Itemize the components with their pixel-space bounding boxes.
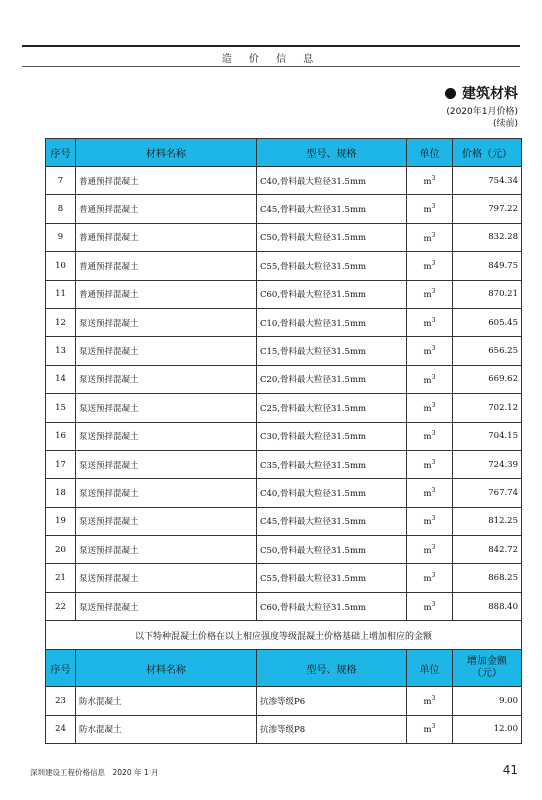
table-row (46, 195, 522, 223)
unit: m (423, 432, 432, 443)
unit-exponent: 3 (431, 174, 436, 182)
row-number: 13 (46, 337, 76, 365)
unit: m (423, 233, 432, 244)
price: 849.75 (453, 252, 522, 280)
unit-exponent: 3 (431, 723, 436, 731)
unit: m (423, 261, 432, 272)
table-row (46, 337, 522, 365)
material-spec: C20,骨料最大粒径31.5mm (257, 365, 407, 393)
row-number: 7 (46, 167, 76, 195)
row-number: 14 (46, 365, 76, 393)
unit-cell (407, 337, 453, 365)
unit-exponent: 3 (431, 231, 436, 239)
unit: m (423, 574, 432, 585)
col-header-spec: 型号、规格 (257, 139, 407, 167)
table-row (46, 479, 522, 507)
unit: m (423, 602, 432, 613)
unit-exponent: 3 (431, 316, 436, 324)
row-number: 17 (46, 450, 76, 478)
price: 870.21 (453, 280, 522, 308)
material-spec: C60,骨料最大粒径31.5mm (257, 280, 407, 308)
unit: m (423, 517, 432, 528)
price: 656.25 (453, 337, 522, 365)
material-name: 泵送预拌混凝土 (76, 592, 257, 620)
table-row (46, 223, 522, 251)
continued-note: (续前) (492, 119, 518, 129)
material-name: 泵送预拌混凝土 (76, 536, 257, 564)
unit-exponent: 3 (431, 572, 436, 580)
unit-cell (407, 564, 453, 592)
unit-exponent: 3 (431, 515, 436, 523)
price: 842.72 (453, 536, 522, 564)
price: 767.74 (453, 479, 522, 507)
material-name: 泵送预拌混凝土 (76, 337, 257, 365)
material-spec: 抗渗等级P6 (257, 687, 407, 715)
row-number: 19 (46, 507, 76, 535)
running-header: 造 价 信 息 (221, 54, 321, 65)
unit-cell (407, 422, 453, 450)
row-number: 12 (46, 308, 76, 336)
unit-exponent: 3 (431, 345, 436, 353)
material-spec: C30,骨料最大粒径31.5mm (257, 422, 407, 450)
row-number: 23 (46, 687, 76, 715)
row-number: 8 (46, 195, 76, 223)
col-header-surcharge-line1: 增加金额 (467, 656, 507, 668)
col-header-name-2: 材料名称 (76, 650, 257, 687)
material-name: 普通预拌混凝土 (76, 167, 257, 195)
row-number: 16 (46, 422, 76, 450)
unit-cell (407, 280, 453, 308)
section-title (445, 83, 518, 103)
bullet-dot-icon (445, 88, 456, 99)
unit-exponent: 3 (431, 430, 436, 438)
material-spec: C10,骨料最大粒径31.5mm (257, 308, 407, 336)
unit-cell (407, 394, 453, 422)
table-row (46, 252, 522, 280)
material-spec: C45,骨料最大粒径31.5mm (257, 507, 407, 535)
unit-exponent: 3 (431, 458, 436, 466)
material-name: 泵送预拌混凝土 (76, 479, 257, 507)
material-name: 防水混凝土 (76, 687, 257, 715)
unit: m (423, 346, 432, 357)
material-name: 普通预拌混凝土 (76, 223, 257, 251)
col-header-no-2: 序号 (46, 650, 76, 687)
col-header-name: 材料名称 (76, 139, 257, 167)
unit-exponent: 3 (431, 373, 436, 381)
materials-price-table (45, 138, 522, 744)
footer-publication: 深圳建设工程价格信息 2020 年 1 月 (30, 768, 159, 777)
material-spec: C25,骨料最大粒径31.5mm (257, 394, 407, 422)
row-number: 15 (46, 394, 76, 422)
row-number: 22 (46, 592, 76, 620)
price: 704.15 (453, 422, 522, 450)
unit: m (423, 403, 432, 414)
unit: m (423, 205, 432, 215)
header-rule (22, 66, 520, 67)
col-header-surcharge-line2: （元） (472, 668, 502, 680)
unit-cell (407, 252, 453, 280)
price: 832.28 (453, 223, 522, 251)
unit-exponent: 3 (431, 203, 436, 211)
top-rule (22, 45, 520, 47)
unit-exponent: 3 (431, 288, 436, 296)
material-spec: C50,骨料最大粒径31.5mm (257, 223, 407, 251)
price: 9.00 (453, 687, 522, 715)
unit-cell (407, 507, 453, 535)
unit: m (423, 318, 432, 329)
material-spec: C35,骨料最大粒径31.5mm (257, 450, 407, 478)
price: 797.22 (453, 195, 522, 223)
price: 702.12 (453, 394, 522, 422)
table-header-row-2 (46, 650, 522, 687)
unit: m (423, 488, 432, 499)
table-row (46, 167, 522, 195)
price: 812.25 (453, 507, 522, 535)
row-number: 18 (46, 479, 76, 507)
price: 754.34 (453, 167, 522, 195)
note-row (46, 621, 522, 650)
table-row (46, 715, 522, 743)
unit-cell (407, 715, 453, 743)
unit: m (423, 460, 432, 471)
material-spec: C55,骨料最大粒径31.5mm (257, 564, 407, 592)
row-number: 21 (46, 564, 76, 592)
unit: m (423, 725, 432, 736)
table-header-row (46, 139, 522, 167)
material-name: 普通预拌混凝土 (76, 195, 257, 223)
table-row (46, 450, 522, 478)
unit-cell (407, 167, 453, 195)
material-name: 泵送预拌混凝土 (76, 308, 257, 336)
price: 888.40 (453, 592, 522, 620)
section-title-text: 建筑材料 (462, 86, 518, 102)
unit-exponent: 3 (431, 695, 436, 703)
material-name: 普通预拌混凝土 (76, 252, 257, 280)
unit: m (423, 176, 432, 187)
unit-exponent: 3 (431, 487, 436, 495)
unit-cell (407, 365, 453, 393)
unit: m (423, 290, 432, 301)
price: 868.25 (453, 564, 522, 592)
row-number: 24 (46, 715, 76, 743)
unit: m (423, 545, 432, 556)
page-number: 41 (502, 763, 518, 777)
unit-exponent: 3 (431, 259, 436, 267)
row-number: 11 (46, 280, 76, 308)
col-header-spec-2: 型号、规格 (257, 650, 407, 687)
price-period: (2020年1月价格) (446, 107, 518, 117)
unit-cell (407, 536, 453, 564)
col-header-price: 价格（元） (453, 139, 522, 167)
unit: m (423, 375, 432, 386)
unit-cell (407, 479, 453, 507)
material-spec: C60,骨料最大粒径31.5mm (257, 592, 407, 620)
col-header-unit: 单位 (407, 139, 453, 167)
price: 605.45 (453, 308, 522, 336)
unit-cell (407, 687, 453, 715)
table-row (46, 422, 522, 450)
table-row (46, 308, 522, 336)
unit: m (423, 696, 432, 707)
row-number: 9 (46, 223, 76, 251)
unit-exponent: 3 (431, 401, 436, 409)
material-name: 泵送预拌混凝土 (76, 450, 257, 478)
table-row (46, 507, 522, 535)
material-spec: C55,骨料最大粒径31.5mm (257, 252, 407, 280)
unit-exponent: 3 (431, 543, 436, 551)
material-name: 泵送预拌混凝土 (76, 394, 257, 422)
unit-cell (407, 195, 453, 223)
material-spec: C15,骨料最大粒径31.5mm (257, 337, 407, 365)
material-spec: C50,骨料最大粒径31.5mm (257, 536, 407, 564)
material-name: 泵送预拌混凝土 (76, 507, 257, 535)
material-spec: 抗渗等级P8 (257, 715, 407, 743)
row-number: 20 (46, 536, 76, 564)
unit-exponent: 3 (431, 600, 436, 608)
col-header-no: 序号 (46, 139, 76, 167)
table-row (46, 592, 522, 620)
table-row (46, 687, 522, 715)
surcharge-note: 以下特种混凝土价格在以上相应强度等级混凝土价格基础上增加相应的金额 (46, 621, 522, 650)
material-spec: C45,骨料最大粒径31.5mm (257, 195, 407, 223)
price: 12.00 (453, 715, 522, 743)
col-header-unit-2: 单位 (407, 650, 453, 687)
material-name: 泵送预拌混凝土 (76, 564, 257, 592)
material-name: 泵送预拌混凝土 (76, 422, 257, 450)
unit-cell (407, 223, 453, 251)
row-number: 10 (46, 252, 76, 280)
table-row (46, 280, 522, 308)
table-row (46, 394, 522, 422)
material-name: 防水混凝土 (76, 715, 257, 743)
price: 669.62 (453, 365, 522, 393)
table-row (46, 564, 522, 592)
col-header-surcharge (453, 650, 522, 687)
unit-cell (407, 450, 453, 478)
material-spec: C40,骨料最大粒径31.5mm (257, 167, 407, 195)
price: 724.39 (453, 450, 522, 478)
material-name: 泵送预拌混凝土 (76, 365, 257, 393)
material-name: 普通预拌混凝土 (76, 280, 257, 308)
table-row (46, 365, 522, 393)
table-row (46, 536, 522, 564)
unit-cell (407, 592, 453, 620)
material-spec: C40,骨料最大粒径31.5mm (257, 479, 407, 507)
unit-cell (407, 308, 453, 336)
